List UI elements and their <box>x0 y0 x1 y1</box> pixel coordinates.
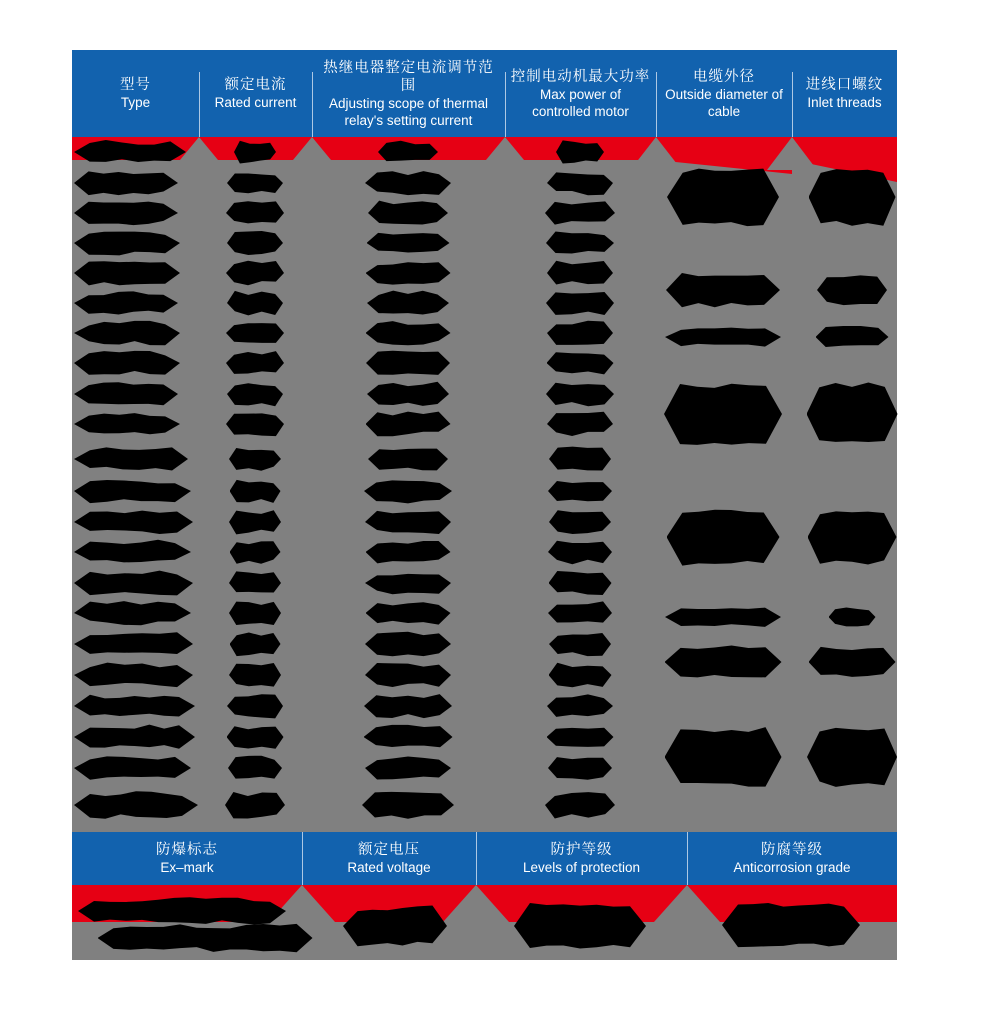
header-column-divider <box>312 72 313 137</box>
header-anticorrosion-grade-en: Anticorrosion grade <box>733 860 851 875</box>
spec-table-header-row <box>72 50 897 137</box>
redacted-cell-value <box>665 606 781 628</box>
redacted-cell-value <box>547 260 613 287</box>
header-cable-diameter-zh: 电缆外径 <box>693 68 755 85</box>
header-ex-mark-zh: 防爆标志 <box>156 842 218 858</box>
redacted-cell-value <box>549 446 611 473</box>
redacted-cell-value <box>514 901 646 951</box>
redacted-cell-value <box>74 260 180 287</box>
header-max-motor-power <box>505 50 656 137</box>
header-ex-mark <box>72 832 302 885</box>
redacted-cell-value <box>229 600 281 627</box>
header-anticorrosion-grade <box>687 832 897 885</box>
redacted-cell-value <box>808 507 897 568</box>
header-protection-level <box>476 832 687 885</box>
header-type-zh: 型号 <box>120 77 151 93</box>
redacted-cell-value <box>546 290 614 317</box>
redacted-cell-value <box>664 379 782 449</box>
header-rated-voltage-zh: 额定电压 <box>358 842 420 858</box>
header-thermal-relay-scope <box>312 50 505 137</box>
header-cable-diameter-en: Outside diameter of cable <box>665 86 783 119</box>
header-type-en: Type <box>120 95 151 110</box>
header-rated-voltage-en: Rated voltage <box>347 860 431 875</box>
header-column-divider <box>199 72 200 137</box>
stripe-notch-triangle <box>293 137 331 160</box>
stripe-notch-triangle <box>180 137 218 160</box>
footer-table-header-row <box>72 832 897 885</box>
footer-stripe-notch-triangle <box>443 885 509 922</box>
header-column-divider <box>656 72 657 137</box>
footer-column-divider <box>476 832 477 885</box>
header-rated-current <box>199 50 312 137</box>
header-protection-level-zh: 防护等级 <box>550 842 613 858</box>
header-rated-current-zh: 额定电流 <box>224 77 287 93</box>
header-rated-current-en: Rated current <box>214 95 297 110</box>
header-inlet-threads <box>792 50 897 137</box>
stripe-notch-triangle <box>486 137 524 160</box>
footer-column-divider <box>687 832 688 885</box>
header-rated-voltage <box>302 832 476 885</box>
redacted-cell-value <box>809 166 896 229</box>
header-inlet-threads-en: Inlet threads <box>807 95 882 110</box>
redacted-cell-value <box>366 350 450 377</box>
redacted-cell-value <box>667 165 779 229</box>
redacted-cell-value <box>722 901 860 950</box>
redacted-cell-value <box>807 724 897 790</box>
redacted-cell-value <box>365 631 451 658</box>
redacted-cell-value <box>809 645 896 679</box>
header-anticorrosion-grade-zh: 防腐等级 <box>761 842 823 858</box>
header-max-motor-power-en: Max power of controlled motor <box>532 86 629 119</box>
header-ex-mark-en: Ex–mark <box>160 860 214 875</box>
header-max-motor-power-zh: 控制电动机最大功率 <box>510 68 651 85</box>
redacted-cell-value <box>665 724 782 790</box>
stripe-notch-triangle <box>767 137 817 170</box>
header-thermal-relay-scope-zh: 热继电器整定电流调节范围 <box>323 59 494 94</box>
header-inlet-threads-zh: 进线口螺纹 <box>805 77 884 93</box>
redacted-cell-value <box>807 379 898 449</box>
stripe-notch-triangle <box>635 137 677 164</box>
footer-stripe-notch-triangle <box>654 885 720 922</box>
header-cable-diameter <box>656 50 792 137</box>
redacted-cell-value <box>665 644 782 680</box>
header-column-divider <box>505 72 506 137</box>
redacted-cell-value <box>667 505 780 569</box>
header-type <box>72 50 199 137</box>
redacted-cell-value <box>666 271 780 309</box>
header-column-divider <box>792 72 793 137</box>
footer-column-divider <box>302 832 303 885</box>
header-protection-level-en: Levels of protection <box>522 860 641 875</box>
header-thermal-relay-scope-en: Adjusting scope of thermal relay's setting current <box>328 95 489 128</box>
